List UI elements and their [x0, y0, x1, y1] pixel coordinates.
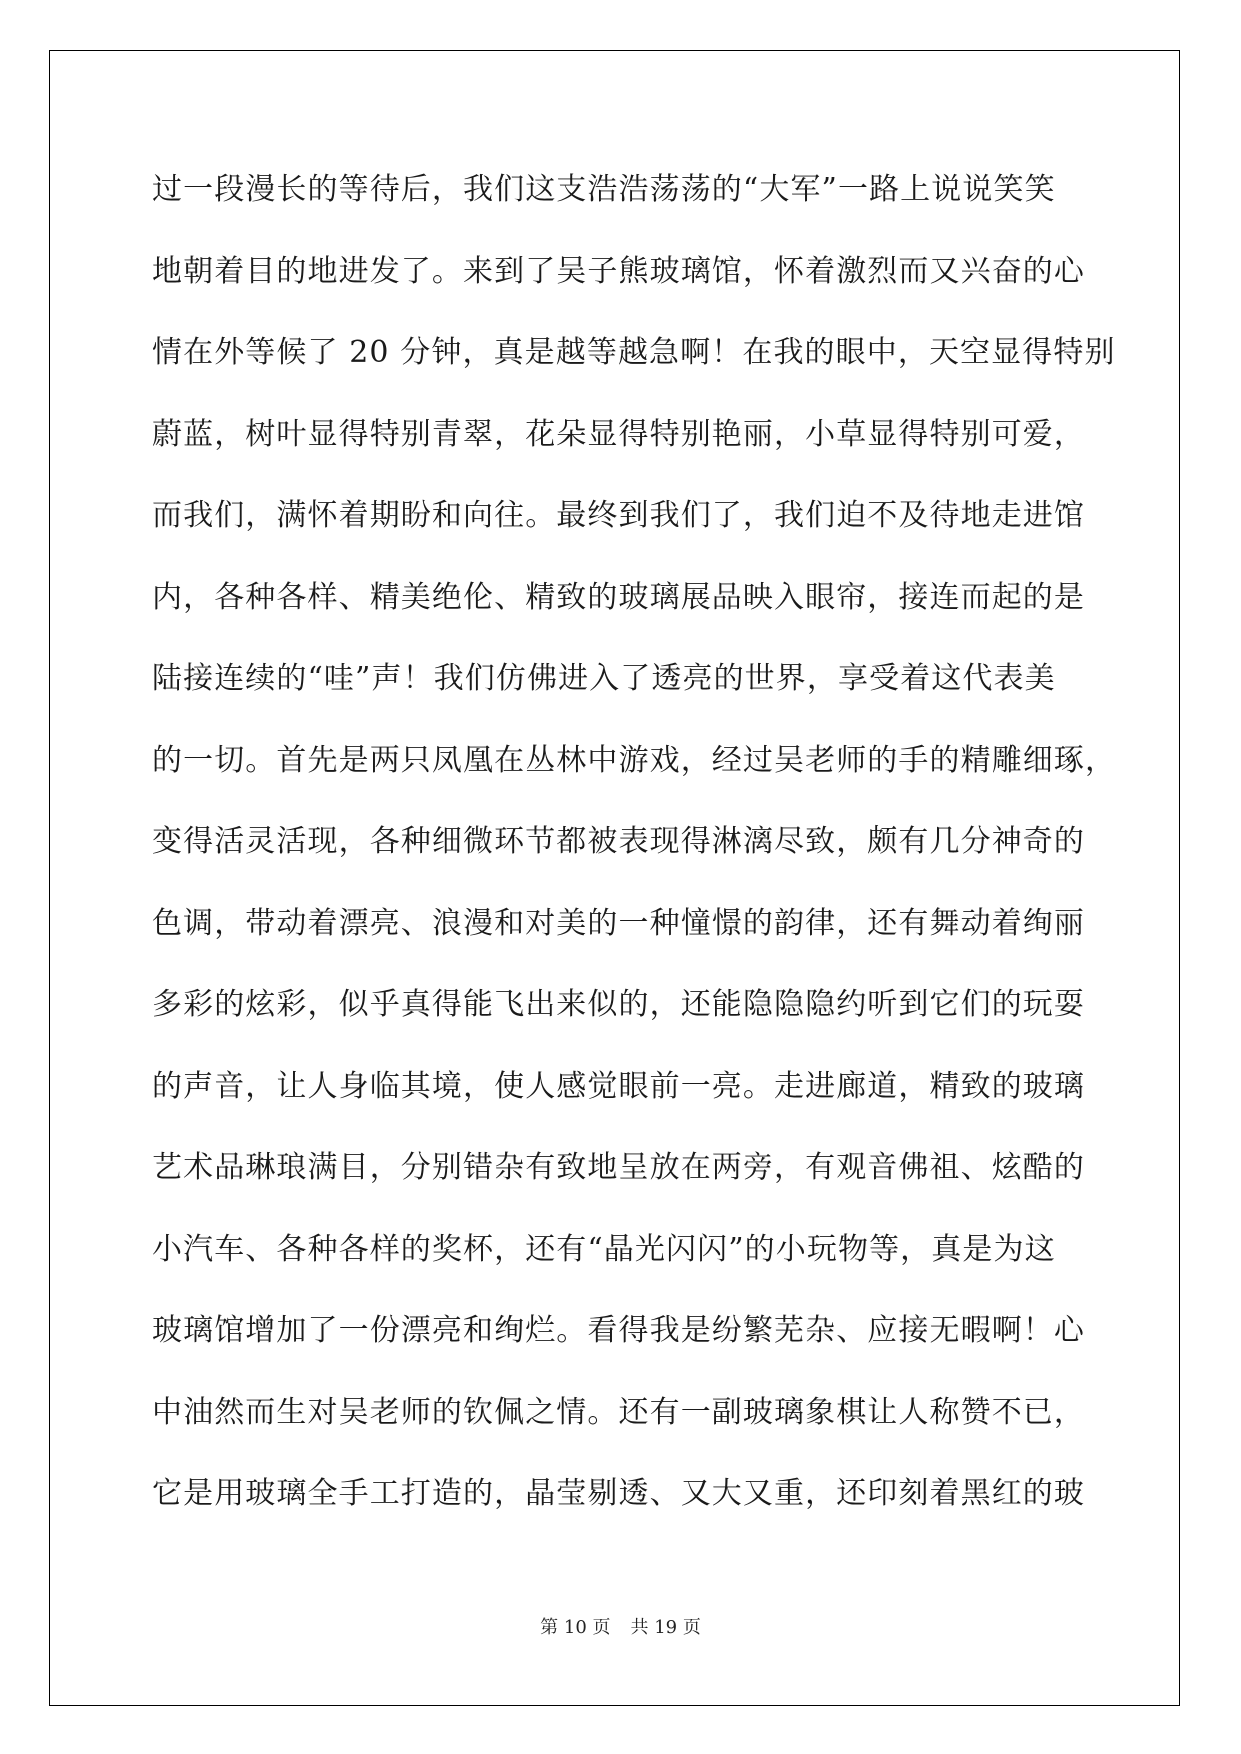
document-body: [152, 163, 1117, 1549]
text-line: 情在外等候了 20 分钟，真是越等越急啊！在我的眼中，天空显得特别: [152, 335, 1116, 370]
page-footer: [0, 1616, 1241, 1640]
text-line: 艺术品琳琅满目，分别错杂有致地呈放在两旁，有观音佛祖、炫酷的: [152, 1150, 1085, 1185]
text-line: 多彩的炫彩，似乎真得能飞出来似的，还能隐隐隐约听到它们的玩耍: [152, 987, 1085, 1022]
text-line: 它是用玻璃全手工打造的，晶莹剔透、又大又重，还印刻着黑红的玻: [152, 1476, 1085, 1511]
text-line: 内，各种各样、精美绝伦、精致的玻璃展品映入眼帘，接连而起的是: [152, 579, 1085, 615]
text-line: 而我们，满怀着期盼和向往。最终到我们了，我们迫不及待地走进馆: [152, 498, 1085, 533]
page-number-current: 第 10 页: [540, 1617, 611, 1638]
page-number-total: 共 19 页: [630, 1617, 701, 1638]
text-line: 的一切。首先是两只凤凰在丛林中游戏，经过吴老师的手的精雕细琢，: [152, 742, 1117, 778]
text-line: 色调，带动着漂亮、浪漫和对美的一种憧憬的韵律，还有舞动着绚丽: [152, 905, 1085, 941]
text-line: 中油然而生对吴老师的钦佩之情。还有一副玻璃象棋让人称赞不已，: [152, 1394, 1085, 1430]
text-line: 变得活灵活现，各种细微环节都被表现得淋漓尽致，颇有几分神奇的: [152, 824, 1085, 859]
text-line: 的声音，让人身临其境，使人感觉眼前一亮。走进廊道，精致的玻璃: [152, 1068, 1085, 1104]
text-line: 玻璃馆增加了一份漂亮和绚烂。看得我是纷繁芜杂、应接无暇啊！心: [152, 1313, 1085, 1348]
text-line: 蔚蓝，树叶显得特别青翠，花朵显得特别艳丽，小草显得特别可爱，: [152, 416, 1085, 452]
text-line: 过一段漫长的等待后，我们这支浩浩荡荡的“大军”一路上说说笑笑: [152, 172, 1056, 207]
text-line: 小汽车、各种各样的奖杯，还有“晶光闪闪”的小玩物等，真是为这: [152, 1231, 1056, 1267]
text-line: 地朝着目的地进发了。来到了吴子熊玻璃馆，怀着激烈而又兴奋的心: [152, 253, 1085, 289]
text-line: 陆接连续的“哇”声！我们仿佛进入了透亮的世界，享受着这代表美: [152, 661, 1056, 696]
